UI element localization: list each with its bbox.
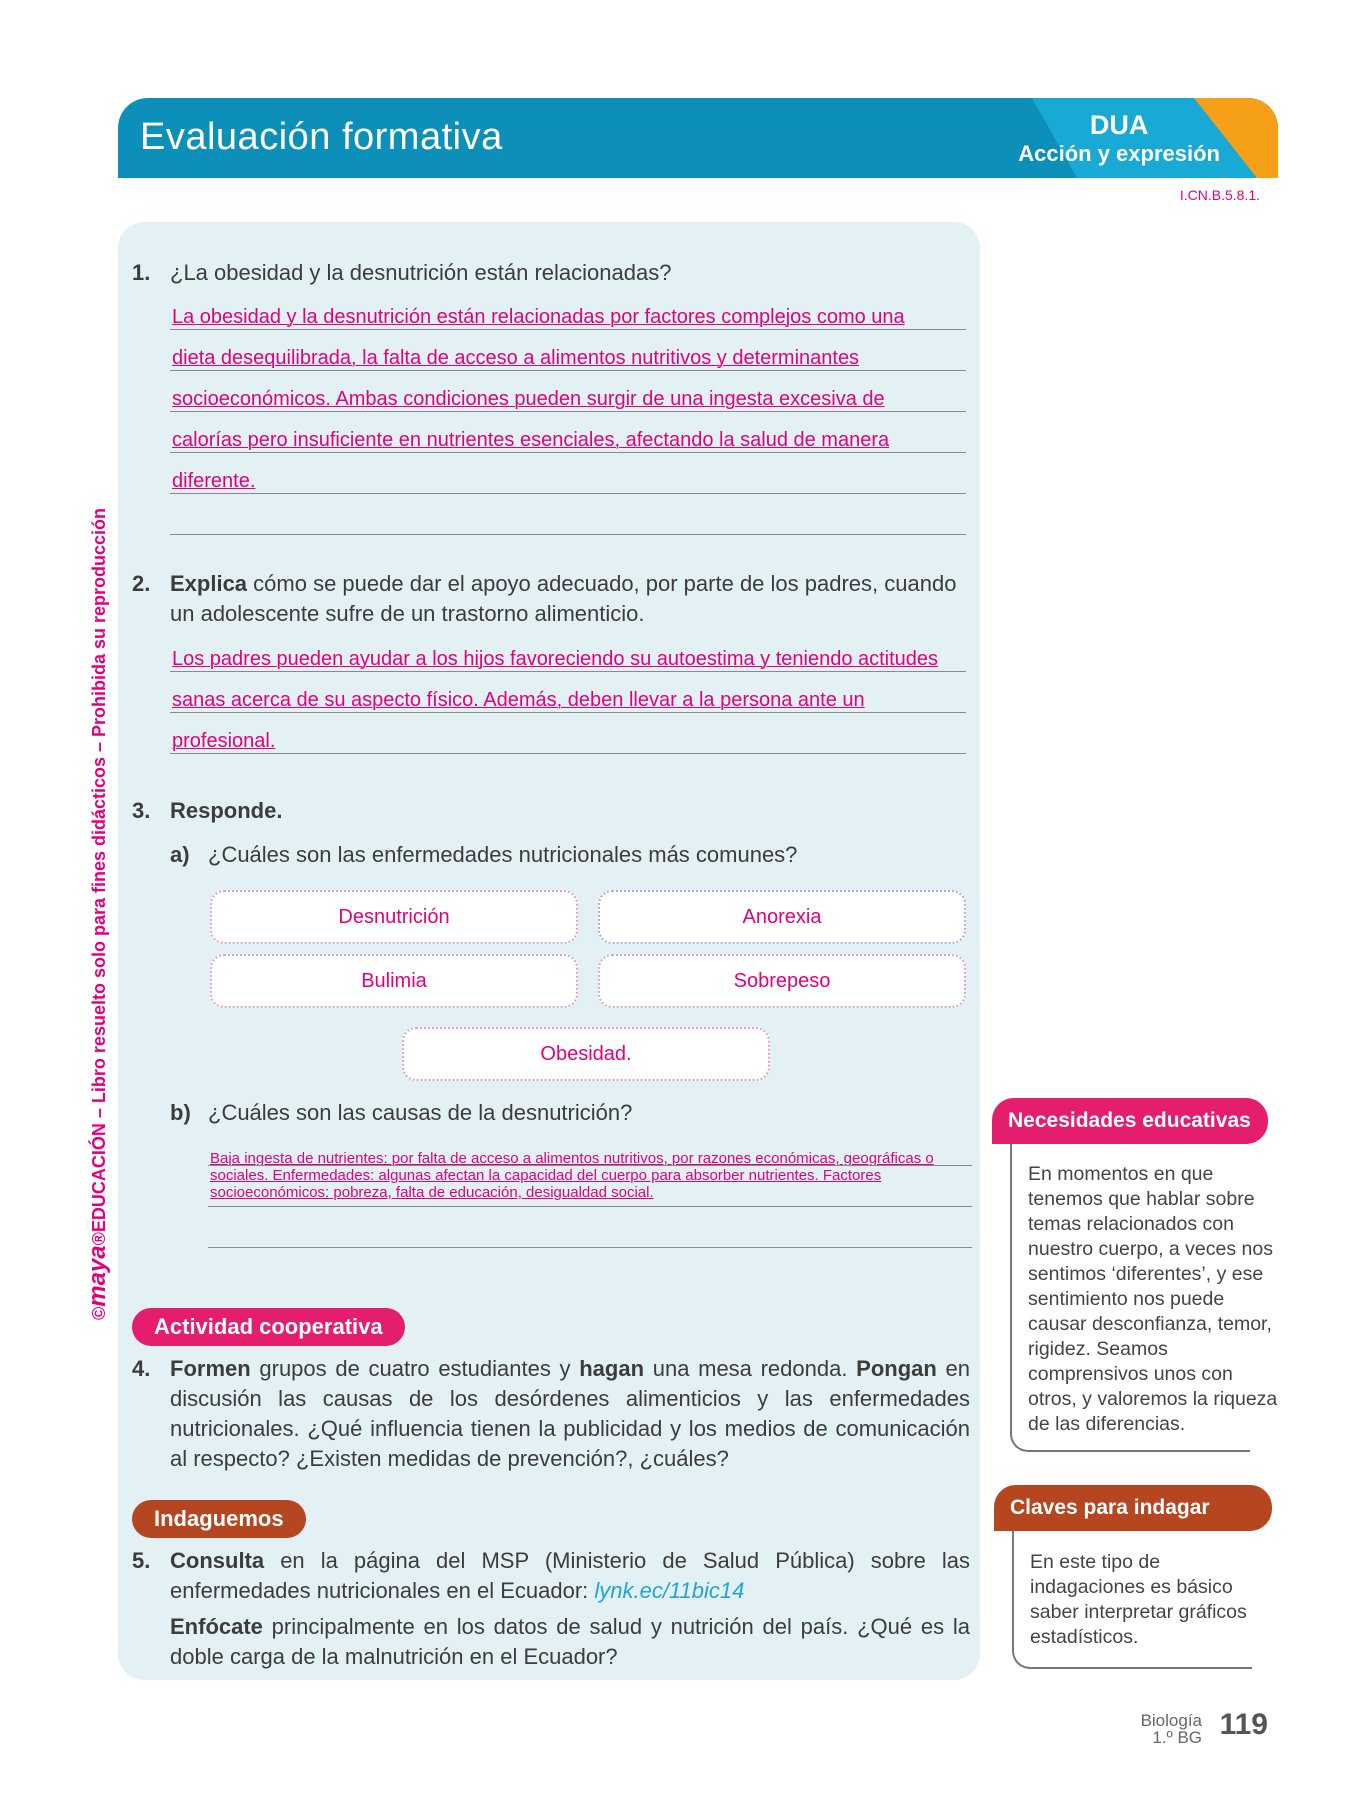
answer-box-obesidad[interactable]: Obesidad. [402, 1027, 770, 1081]
text-segment: en discusión las causas de los desórdenes alimenticios y las enfermedades nutricionales. ¿Qué influencia tienen la publicidad y los medios de comunicación al respecto? ¿Existen medidas de prevención?, ¿cuáles? [170, 1356, 970, 1471]
answer-line[interactable] [170, 427, 966, 453]
text-segment: una mesa redonda. [644, 1356, 857, 1381]
header-banner [118, 98, 1278, 178]
educational-needs-tag: Necesidades educativas [992, 1098, 1268, 1144]
question-number: 5. [132, 1548, 151, 1573]
answer-box-bulimia[interactable]: Bulimia [210, 954, 578, 1008]
answer-text: socioeconómicos. Ambas condiciones pueden surgir de una ingesta excesiva de [172, 388, 885, 410]
research-tag: Indaguemos [132, 1500, 306, 1538]
answer-text: diferente. [172, 470, 256, 492]
cooperative-activity-tag: Actividad cooperativa [132, 1308, 405, 1346]
text-segment: principalmente en los datos de salud y nutrición del país. ¿Qué es la doble carga de la malnutrición en el Ecuador? [170, 1614, 970, 1669]
instruction-verb: hagan [579, 1356, 645, 1381]
question-text-line2: un adolescente sufre de un trastorno alimenticio. [170, 601, 645, 626]
instruction-verb: Explica [170, 571, 248, 596]
research-keys-text: En este tipo de indagaciones es básico saber interpretar gráficos estadísticos. [1030, 1551, 1247, 1648]
answer-line[interactable] [170, 345, 966, 371]
sub-question: ¿Cuáles son las enfermedades nutricionales más comunes? [208, 842, 798, 867]
footer-subject [1141, 1712, 1202, 1746]
answer-box-desnutricion[interactable]: Desnutrición [210, 890, 578, 944]
answer-line[interactable] [170, 386, 966, 412]
answer-rule [208, 1165, 972, 1166]
brand-logo: maya [84, 1245, 111, 1307]
question-text-2 [170, 1612, 970, 1672]
question-number: 3. [132, 798, 151, 823]
question-number: 4. [132, 1356, 151, 1381]
research-keys-tag: Claves para indagar [994, 1485, 1272, 1531]
answer-line[interactable] [170, 304, 966, 330]
question-4 [132, 1354, 972, 1474]
question-rest: cómo se puede dar el apoyo adecuado, por parte de los padres, cuando [247, 571, 957, 596]
question-5 [132, 1546, 972, 1672]
dua-title: DUA [1089, 110, 1149, 140]
educational-needs-text: En momentos en que tenemos que hablar sobre temas relacionados con nuestro cuerpo, a veces nos sentimos ‘diferentes’, y ese sentimiento nos puede causar desconfianza, temor, rigidez. Seamos comprensivos unos con otros, y valoremos la riqueza de las diferencias. [1028, 1163, 1278, 1435]
question-text [170, 1546, 970, 1606]
indicator-code: I.CN.B.5.8.1. [1179, 187, 1260, 203]
instruction-verb: Enfócate [170, 1614, 263, 1639]
grade-label: 1.º BG [1152, 1728, 1202, 1747]
answer-text: sanas acerca de su aspecto físico. Además, deben llevar a la persona ante un [172, 689, 865, 711]
answer-rule [208, 1206, 972, 1207]
dua-subtitle: Acción y expresión [1018, 141, 1220, 166]
answer-text: Los padres pueden ayudar a los hijos favoreciendo su autoestima y teniendo actitudes [172, 648, 939, 670]
answer-text: dieta desequilibrada, la falta de acceso a alimentos nutritivos y determinantes [172, 347, 860, 369]
copyright-text: EDUCACIÓN – Libro resuelto solo para fines didácticos – Prohibida su reproducción [89, 507, 109, 1233]
sub-label: a) [170, 842, 190, 867]
instruction-verb: Pongan [856, 1356, 937, 1381]
answer-box-anorexia[interactable]: Anorexia [598, 890, 966, 944]
sub-question: ¿Cuáles son las causas de la desnutrición? [208, 1100, 633, 1125]
answer-line[interactable] [170, 646, 966, 672]
text-segment: grupos de cuatro estudiantes y [250, 1356, 580, 1381]
question-text [170, 1354, 970, 1474]
question-number: 2. [132, 571, 151, 596]
page-number: 119 [1219, 1708, 1268, 1741]
dua-label [1018, 110, 1220, 168]
side-copyright: ©maya®EDUCACIÓN – Libro resuelto solo para fines didácticos – Prohibida su reproducción [84, 507, 111, 1320]
question-text: ¿La obesidad y la desnutrición están relacionadas? [170, 260, 672, 285]
msp-link[interactable]: lynk.ec/11bic14 [594, 1578, 745, 1603]
answer-line[interactable] [170, 509, 966, 535]
page-title: Evaluación formativa [140, 116, 503, 158]
answer-line[interactable] [170, 468, 966, 494]
answer-text: profesional. [172, 730, 276, 752]
question-title: Responde. [170, 798, 283, 823]
question-number: 1. [132, 260, 151, 285]
answer-rule [208, 1247, 972, 1248]
subject-name: Biología [1140, 1711, 1202, 1730]
answer-line[interactable] [170, 687, 966, 713]
instruction-verb: Formen [170, 1356, 251, 1381]
question-text [170, 569, 956, 599]
answer-line[interactable] [170, 728, 966, 754]
sub-label: b) [170, 1100, 191, 1125]
text-segment: en la página del MSP (Ministerio de Salud Pública) sobre las enfermedades nutricionales en el Ecuador: [170, 1548, 970, 1603]
instruction-verb: Consulta [170, 1548, 265, 1573]
answer-box-sobrepeso[interactable]: Sobrepeso [598, 954, 966, 1008]
answer-text: La obesidad y la desnutrición están relacionadas por factores complejos como una [172, 306, 905, 328]
answer-text: calorías pero insuficiente en nutrientes esenciales, afectando la salud de manera [172, 429, 890, 451]
answer-text-3b[interactable]: Baja ingesta de nutrientes: por falta de acceso a alimentos nutritivos, por razones económicas, geográficas o sociales. Enfermedades: algunas afectan la capacidad del cuerpo para absorber nutrientes. Factores socioeconómicos: pobreza, falta de educación, desigualdad social. [210, 1150, 934, 1201]
